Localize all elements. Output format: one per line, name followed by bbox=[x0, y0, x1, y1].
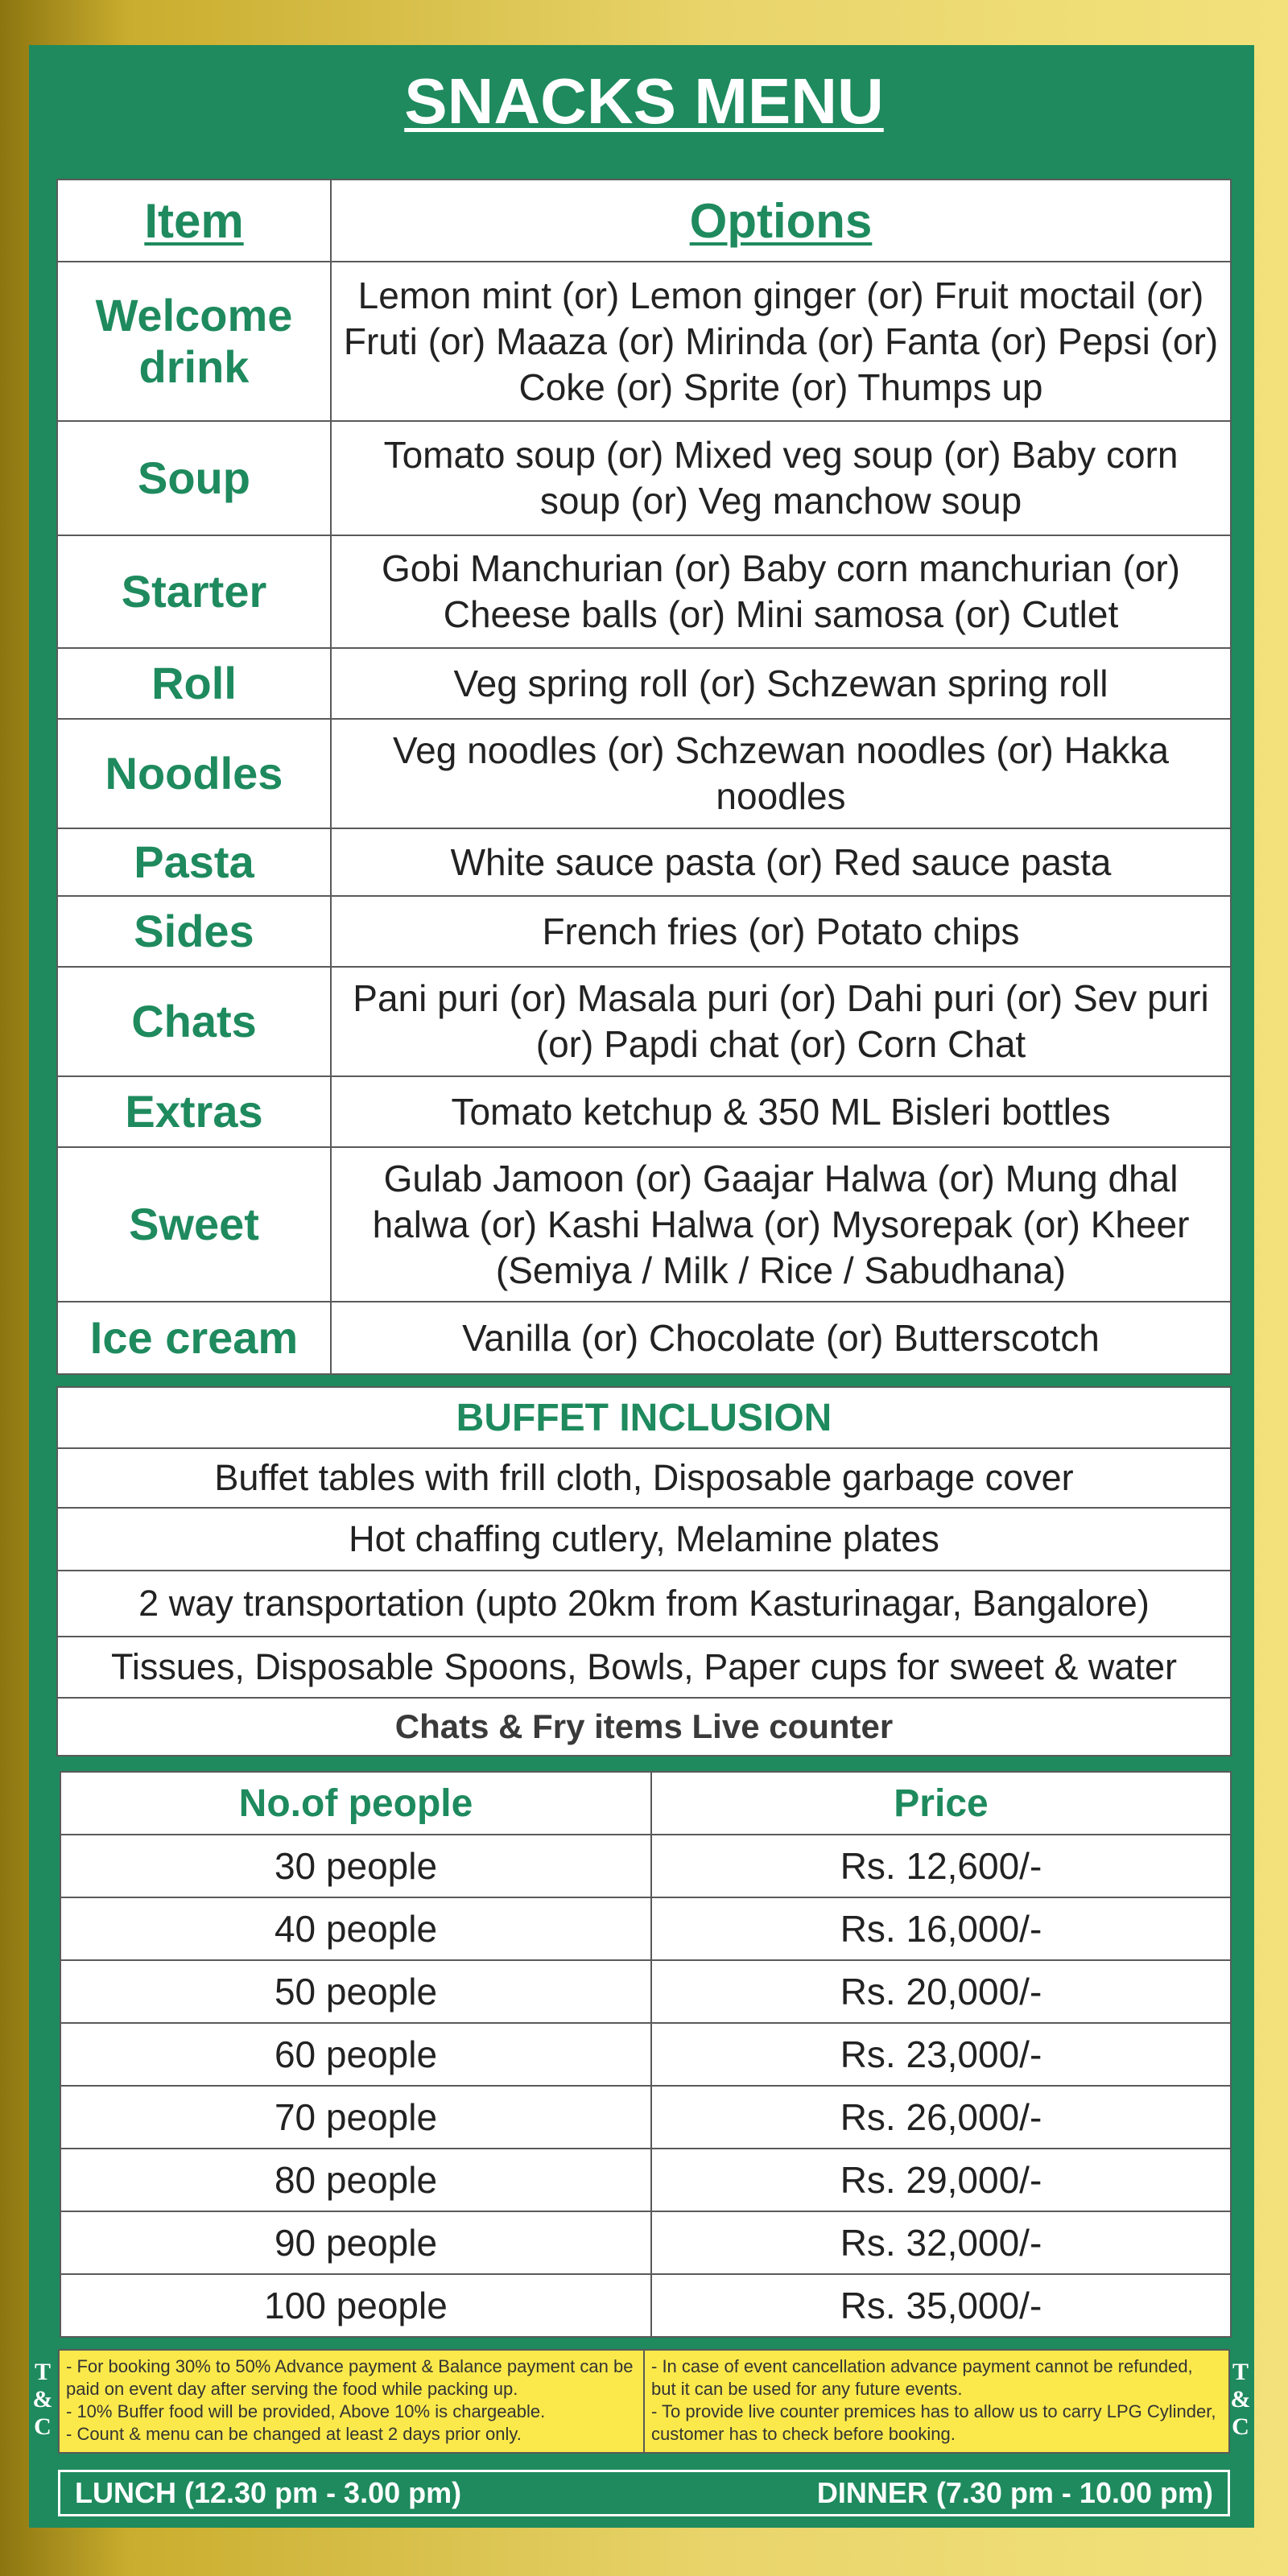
price-header-price: Price bbox=[651, 1772, 1231, 1835]
price-value: Rs. 20,000/- bbox=[651, 1960, 1231, 2023]
menu-row-sweet bbox=[57, 1147, 1231, 1302]
price-row bbox=[60, 2086, 1231, 2149]
terms-column-right bbox=[643, 2351, 1228, 2452]
lunch-timing: LUNCH (12.30 pm - 3.00 pm) bbox=[75, 2476, 462, 2509]
price-table bbox=[60, 1771, 1232, 2338]
buffet-item: Buffet tables with frill cloth, Disposable garbage cover bbox=[57, 1448, 1231, 1508]
price-value: Rs. 35,000/- bbox=[651, 2274, 1231, 2337]
menu-header-options: Options bbox=[331, 180, 1231, 262]
menu-header-row bbox=[57, 180, 1231, 262]
price-row bbox=[60, 1897, 1231, 1960]
buffet-heading: BUFFET INCLUSION bbox=[57, 1387, 1231, 1448]
terms-column-left bbox=[60, 2351, 643, 2452]
page-title: SNACKS MENU bbox=[404, 65, 884, 137]
price-header-row bbox=[60, 1772, 1231, 1835]
people-count: 70 people bbox=[60, 2086, 651, 2149]
people-count: 40 people bbox=[60, 1897, 651, 1960]
buffet-item: 2 way transportation (upto 20km from Kasturinagar, Bangalore) bbox=[57, 1571, 1231, 1637]
people-count: 60 people bbox=[60, 2023, 651, 2086]
menu-item-options: Gobi Manchurian (or) Baby corn manchurian (or) Cheese balls (or) Mini samosa (or) Cutlet bbox=[331, 535, 1231, 648]
buffet-item: Tissues, Disposable Spoons, Bowls, Paper cups for sweet & water bbox=[57, 1637, 1231, 1698]
menu-item-options: Gulab Jamoon (or) Gaajar Halwa (or) Mung dhal halwa (or) Kashi Halwa (or) Mysorepak (or) Kheer (Semiya / Milk / Rice / Sabudhana) bbox=[331, 1147, 1231, 1302]
people-count: 30 people bbox=[60, 1835, 651, 1897]
terms-line: - Count & menu can be changed at least 2 days prior only. bbox=[66, 2424, 522, 2444]
menu-row-noodles bbox=[57, 719, 1231, 828]
terms-line: - 10% Buffer food will be provided, Above 10% is chargeable. bbox=[66, 2401, 546, 2421]
people-count: 80 people bbox=[60, 2149, 651, 2211]
menu-row-welcome-drink bbox=[57, 262, 1231, 421]
menu-item-name: Starter bbox=[57, 535, 331, 648]
people-count: 100 people bbox=[60, 2274, 651, 2337]
menu-item-name: Chats bbox=[57, 967, 331, 1076]
price-row bbox=[60, 2274, 1231, 2337]
price-value: Rs. 12,600/- bbox=[651, 1835, 1231, 1897]
menu-row-starter bbox=[57, 535, 1231, 648]
price-value: Rs. 32,000/- bbox=[651, 2211, 1231, 2274]
terms-line: - To provide live counter premices has to allow us to carry LPG Cylinder, customer has to check before booking. bbox=[651, 2401, 1216, 2444]
menu-row-sides bbox=[57, 896, 1231, 967]
menu-row-soup bbox=[57, 421, 1231, 535]
menu-item-name: Roll bbox=[57, 648, 331, 719]
menu-header-item: Item bbox=[57, 180, 331, 262]
menu-row-pasta bbox=[57, 828, 1231, 896]
price-row bbox=[60, 2149, 1231, 2211]
menu-item-name: Sweet bbox=[57, 1147, 331, 1302]
menu-table bbox=[56, 179, 1232, 1375]
menu-item-options: Tomato soup (or) Mixed veg soup (or) Baby corn soup (or) Veg manchow soup bbox=[331, 421, 1231, 535]
menu-item-options: French fries (or) Potato chips bbox=[331, 896, 1231, 967]
price-row bbox=[60, 1835, 1231, 1897]
menu-item-name: Noodles bbox=[57, 719, 331, 828]
menu-row-chats bbox=[57, 967, 1231, 1076]
buffet-live-counter: Chats & Fry items Live counter bbox=[57, 1698, 1231, 1756]
buffet-item: Hot chaffing cutlery, Melamine plates bbox=[57, 1508, 1231, 1571]
price-value: Rs. 26,000/- bbox=[651, 2086, 1231, 2149]
terms-line: - For booking 30% to 50% Advance payment & Balance payment can be paid on event day after serving the food while packing up. bbox=[66, 2356, 634, 2399]
menu-item-options: Lemon mint (or) Lemon ginger (or) Fruit moctail (or) Fruti (or) Maaza (or) Mirinda (or) Fanta (or) Pepsi (or) Coke (or) Sprite (or) Thumps up bbox=[331, 262, 1231, 421]
menu-item-options: Pani puri (or) Masala puri (or) Dahi puri (or) Sev puri (or) Papdi chat (or) Corn Chat bbox=[331, 967, 1231, 1076]
price-value: Rs. 23,000/- bbox=[651, 2023, 1231, 2086]
menu-item-name: Sides bbox=[57, 896, 331, 967]
menu-item-name: Ice cream bbox=[57, 1302, 331, 1374]
menu-item-options: Tomato ketchup & 350 ML Bisleri bottles bbox=[331, 1076, 1231, 1147]
timings-footer bbox=[58, 2470, 1230, 2516]
menu-item-options: Veg spring roll (or) Schzewan spring roll bbox=[331, 648, 1231, 719]
menu-item-options: Vanilla (or) Chocolate (or) Butterscotch bbox=[331, 1302, 1231, 1374]
price-value: Rs. 29,000/- bbox=[651, 2149, 1231, 2211]
terms-and-conditions bbox=[58, 2349, 1230, 2454]
price-row bbox=[60, 2211, 1231, 2274]
terms-side-label-left: T & C bbox=[32, 2359, 53, 2440]
dinner-timing: DINNER (7.30 pm - 10.00 pm) bbox=[816, 2476, 1213, 2509]
price-row bbox=[60, 2023, 1231, 2086]
people-count: 50 people bbox=[60, 1960, 651, 2023]
menu-item-name: Soup bbox=[57, 421, 331, 535]
menu-item-name: Extras bbox=[57, 1076, 331, 1147]
menu-row-extras bbox=[57, 1076, 1231, 1147]
terms-side-label-right: T & C bbox=[1230, 2359, 1251, 2440]
menu-item-options: Veg noodles (or) Schzewan noodles (or) Hakka noodles bbox=[331, 719, 1231, 828]
price-value: Rs. 16,000/- bbox=[651, 1897, 1231, 1960]
menu-item-name: Welcome drink bbox=[57, 262, 331, 421]
price-row bbox=[60, 1960, 1231, 2023]
menu-row-roll bbox=[57, 648, 1231, 719]
people-count: 90 people bbox=[60, 2211, 651, 2274]
terms-line: - In case of event cancellation advance payment cannot be refunded, but it can be used for any future events. bbox=[651, 2356, 1193, 2399]
price-header-people: No.of people bbox=[60, 1772, 651, 1835]
buffet-inclusion-table bbox=[56, 1386, 1232, 1757]
menu-item-options: White sauce pasta (or) Red sauce pasta bbox=[331, 828, 1231, 896]
menu-item-name: Pasta bbox=[57, 828, 331, 896]
menu-row-ice-cream bbox=[57, 1302, 1231, 1374]
